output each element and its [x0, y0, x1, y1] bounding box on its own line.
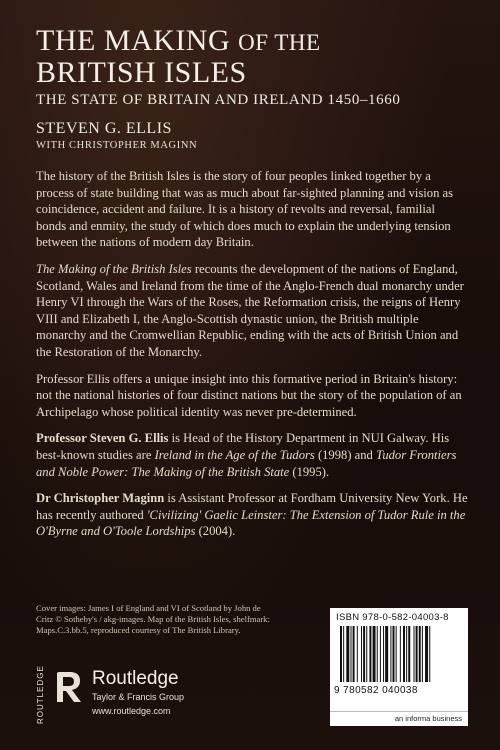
blurb-paragraph-3: Professor Ellis offers a unique insight into this formative period in Britain's history: not the national histories of four distinct nations but the story of the population of an Archipelago whose political identity was never pre-determined. — [36, 371, 462, 419]
blurb-paragraph-2-text: recounts the development of the nations of England, Scotland, Wales and Ireland from the time of the Anglo-French dual monarchy under Henry VI through the Wars of the Roses, the Reformation crisis, the reigns of Henry VIII and Elizabeth I, the Anglo-Scottish dynastic union, the British multiple monarchy and the Cromwellian Republic, ending with the acts of British Union and the Restoration of the Monarchy. — [36, 261, 464, 359]
barcode-bar — [408, 626, 410, 682]
blurb — [36, 168, 468, 550]
barcode-icon — [340, 626, 460, 682]
barcode-bar — [400, 626, 401, 682]
barcode-bar — [366, 626, 367, 682]
blurb-paragraph-1: The history of the British Isles is the story of four peoples linked together by a process of state building that was as much about far-sighted planning and vision as coincidence, accident and failure. It is a history of revolts and reversal, familial bonds and enmity, the study of which does much to explain the underlying tension between the nations of modern day Britain. — [36, 169, 454, 250]
barcode-bar — [361, 626, 362, 682]
bio-maginn-text-b: (2004). — [195, 524, 236, 539]
barcode-bar — [393, 626, 395, 682]
barcode-bar — [416, 626, 418, 682]
barcode-bar — [406, 626, 407, 682]
barcode-bar — [377, 626, 378, 682]
barcode-bar — [373, 626, 376, 682]
title-line1-main: THE MAKING — [36, 24, 239, 57]
book-title-italic: The Making of the British Isles — [36, 261, 192, 276]
barcode-bar — [346, 626, 349, 682]
barcode-bar — [419, 626, 421, 682]
barcode-bar — [369, 626, 371, 682]
isbn-label: ISBN 978-0-582-04003-8 — [336, 612, 449, 623]
blurb-paragraph-2 — [36, 261, 468, 361]
book-title — [36, 26, 321, 88]
author-name: STEVEN G. ELLIS — [36, 120, 172, 137]
bio-maginn-work: 'Civilizing' Gaelic Leinster: The Extension of Tudor Rule in the O'Byrne and O'Toole Lordships — [36, 507, 466, 539]
bio-ellis-text-a: is Head of the History Department in NUI Galway. His best-known studies are — [36, 431, 450, 462]
publisher-side-text: ROUTLEDGE — [36, 665, 45, 724]
barcode-bar — [422, 626, 423, 682]
routledge-r-icon — [54, 670, 84, 704]
publisher-group: Taylor & Francis Group — [92, 692, 185, 702]
coauthor-name: WITH CHRISTOPHER MAGINN — [36, 140, 198, 151]
author-bio-ellis — [36, 430, 468, 480]
barcode-bar — [429, 626, 430, 682]
bio-maginn-text-a: is Assistant Professor at Fordham University New York. He has recently authored — [36, 491, 468, 522]
barcode-bar — [340, 626, 342, 682]
title-line2: BRITISH ISLES — [36, 56, 247, 89]
title-line1-small: OF THE — [238, 30, 321, 55]
barcode-bar — [380, 626, 381, 682]
barcode-bar — [383, 626, 384, 682]
informa-tagline — [330, 711, 468, 726]
barcode-bar — [414, 626, 415, 682]
bio-ellis-work-1: Ireland in the Age of the Tudors — [154, 447, 315, 462]
barcode-bar — [385, 626, 388, 682]
bio-ellis-text-c: (1995). — [289, 464, 330, 479]
bio-ellis-work-2: Tudor Frontiers and Noble Power: The Making of the British State — [36, 447, 457, 479]
barcode-number: 9 780582 040038 — [334, 685, 418, 696]
barcode-bar — [343, 626, 344, 682]
bio-maginn-name: Dr Christopher Maginn — [36, 491, 165, 506]
barcode-bar — [357, 626, 358, 682]
author-bio-maginn — [36, 490, 468, 540]
bio-ellis-text-b: (1998) and — [314, 447, 377, 462]
barcode-bar — [363, 626, 365, 682]
publisher-name: Routledge — [92, 668, 179, 689]
barcode-bar — [353, 626, 355, 682]
informa-tagline-text: an informa business — [394, 714, 462, 723]
barcode-bar — [403, 626, 405, 682]
image-credits: Cover images: James I of England and VI of Scotland by John de Critz © Sotheby's / akg-images. Map of the British Isles, shelfmark: Maps.C.3.bb.5, reproduced courtesy of The British Library. — [36, 603, 270, 635]
barcode-bar — [351, 626, 352, 682]
barcode-bar — [390, 626, 391, 682]
publisher-logo — [36, 665, 236, 728]
publisher-url: www.routledge.com — [92, 706, 171, 716]
barcode-bar — [396, 626, 397, 682]
book-subtitle: THE STATE OF BRITAIN AND IRELAND 1450–1660 — [36, 92, 401, 108]
barcode-bar — [425, 626, 428, 682]
barcode-panel — [330, 608, 468, 726]
bio-ellis-name: Professor Steven G. Ellis — [36, 431, 169, 446]
